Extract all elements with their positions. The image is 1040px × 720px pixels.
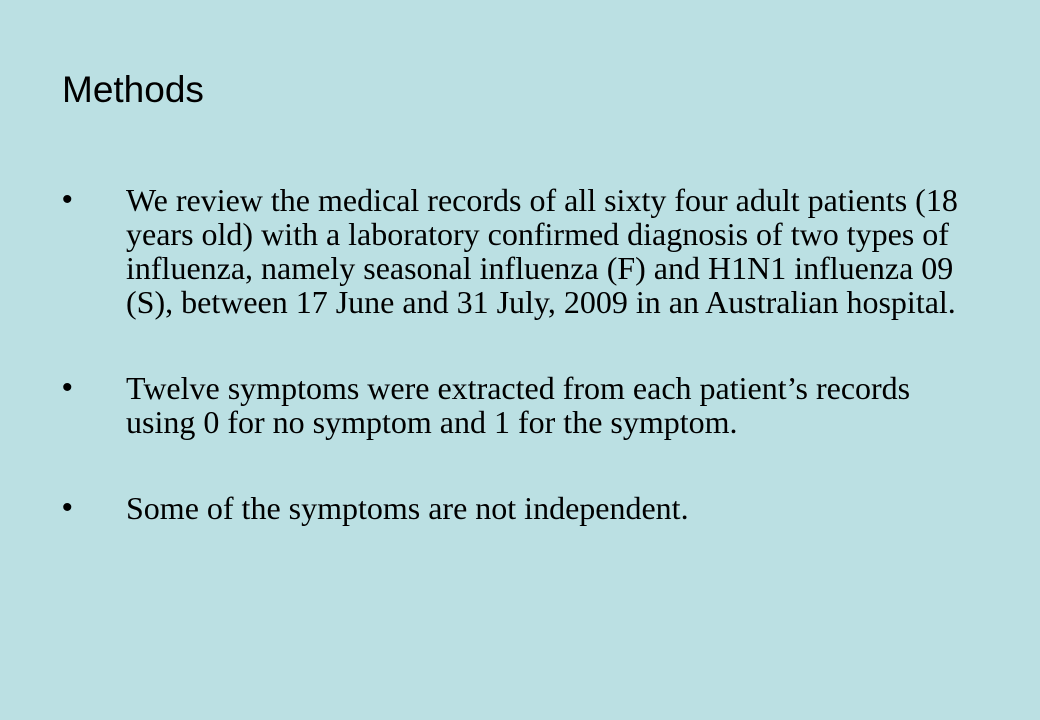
- bullet-marker: •: [62, 183, 73, 216]
- bullet-marker: •: [62, 371, 73, 404]
- bullet-text: Some of the symptoms are not independent.: [126, 490, 689, 526]
- bullet-list: [62, 183, 962, 577]
- slide-title: Methods: [62, 69, 204, 110]
- bullet-item: [62, 371, 962, 439]
- bullet-marker: •: [62, 491, 73, 524]
- bullet-item: [62, 491, 962, 525]
- bullet-text: Twelve symptoms were extracted from each patient’s records using 0 for no symptom and 1 for the symptom.: [126, 370, 911, 440]
- bullet-text: We review the medical records of all sixty four adult patients (18 years old) with a laboratory confirmed diagnosis of two types of influenza, namely seasonal influenza (F) and H1N1 influenza 09 (S), between 17 June and 31 July, 2009 in an Australian hospital.: [126, 182, 958, 320]
- bullet-item: [62, 183, 962, 319]
